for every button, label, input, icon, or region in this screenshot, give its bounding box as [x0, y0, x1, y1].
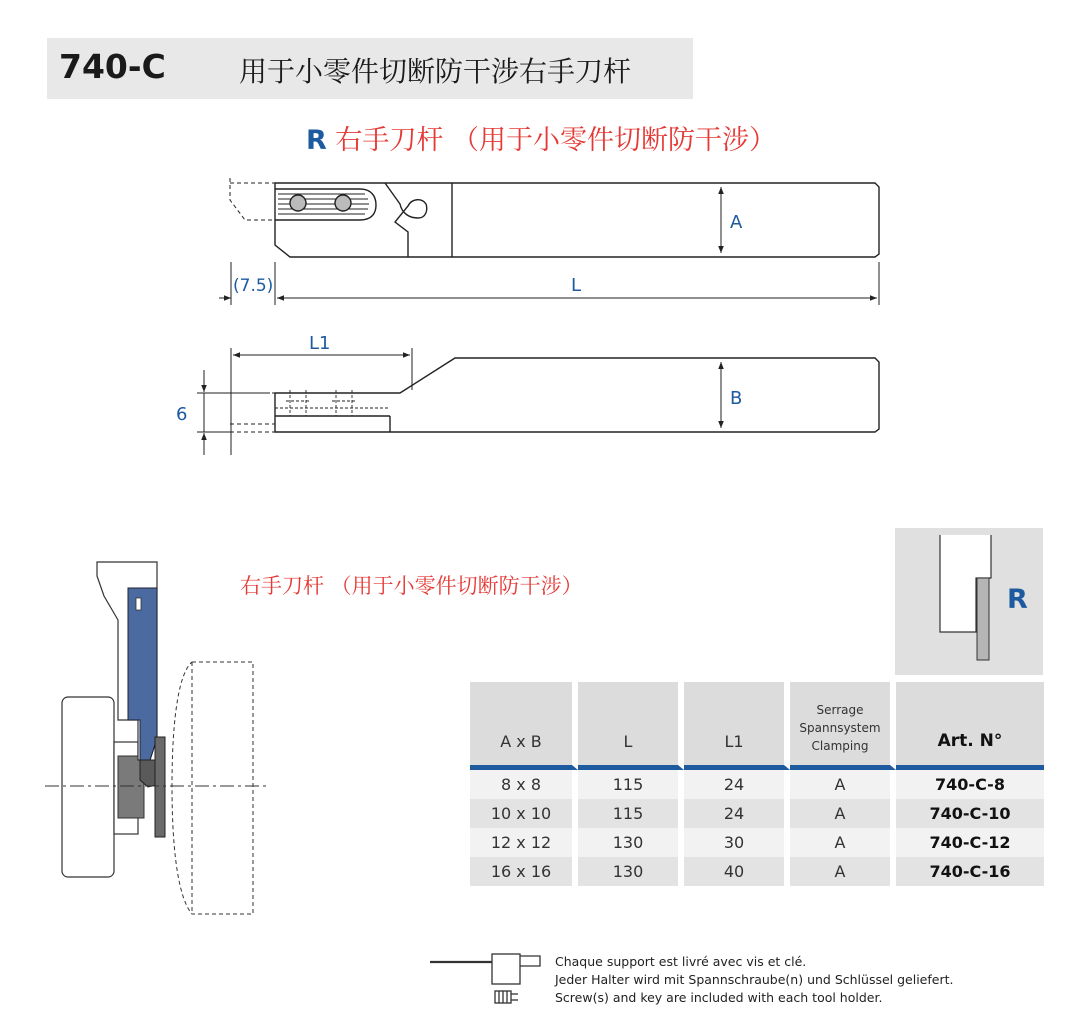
- col-header-l1: L1: [684, 682, 790, 770]
- spec-table: [470, 682, 1044, 886]
- clamp-header-en: Clamping: [811, 739, 869, 753]
- clamp-header-de: Spannsystem: [799, 721, 881, 735]
- cell-axb: 12 x 12: [470, 828, 578, 857]
- table-row: [470, 828, 1044, 857]
- footnote-fr: Chaque support est livré avec vis et clé.: [555, 954, 807, 969]
- footnote-en: Screw(s) and key are included with each tool holder.: [555, 990, 883, 1005]
- cell-clamp: A: [790, 770, 896, 799]
- col-header-axb: A x B: [470, 682, 578, 770]
- top-view: [230, 178, 879, 257]
- cell-l: 115: [578, 770, 684, 799]
- footnote-de: Jeder Halter wird mit Spannschraube(n) und Schlüssel geliefert.: [555, 972, 954, 987]
- cell-axb: 8 x 8: [470, 770, 578, 799]
- col-header-clamping: [790, 682, 896, 770]
- table-header-row: [470, 682, 1044, 770]
- orientation-label: R: [1007, 584, 1028, 615]
- orientation-box: [895, 528, 1043, 675]
- dim-label-a: A: [730, 212, 743, 233]
- usage-illustration: [45, 562, 268, 914]
- cell-l1: 30: [684, 828, 790, 857]
- table-row: [470, 770, 1044, 799]
- table-row: [470, 799, 1044, 828]
- product-code: 740-C: [59, 47, 166, 86]
- key-screw-icon: [430, 954, 540, 1003]
- cell-art: 740-C-8: [896, 770, 1044, 799]
- cell-l1: 40: [684, 857, 790, 886]
- cell-l: 115: [578, 799, 684, 828]
- clamp-header-fr: Serrage: [816, 703, 864, 717]
- side-view: [230, 358, 879, 432]
- subtitle-text: 右手刀杆 （用于小零件切断防干涉）: [335, 125, 776, 156]
- cell-art: 740-C-12: [896, 828, 1044, 857]
- cell-art: 740-C-10: [896, 799, 1044, 828]
- dim-label-b: B: [730, 388, 743, 409]
- usage-caption: 右手刀杆 （用于小零件切断防干涉）: [240, 574, 583, 598]
- dim-label-six: 6: [176, 404, 188, 425]
- footnote: [555, 953, 953, 1007]
- cell-l1: 24: [684, 799, 790, 828]
- dim-label-l1: L1: [309, 333, 331, 354]
- product-title: 用于小零件切断防干涉右手刀杆: [239, 55, 632, 88]
- dim-label-l: L: [571, 275, 582, 296]
- cell-l1: 24: [684, 770, 790, 799]
- table-row: [470, 857, 1044, 886]
- subtitle-letter: R: [306, 125, 327, 156]
- cell-clamp: A: [790, 857, 896, 886]
- col-header-art: Art. N°: [896, 682, 1044, 770]
- cell-axb: 10 x 10: [470, 799, 578, 828]
- cell-art: 740-C-16: [896, 857, 1044, 886]
- cell-l: 130: [578, 828, 684, 857]
- dim-label-offset: (7.5): [233, 276, 274, 296]
- cell-l: 130: [578, 857, 684, 886]
- cell-clamp: A: [790, 828, 896, 857]
- col-header-l: L: [578, 682, 684, 770]
- cell-axb: 16 x 16: [470, 857, 578, 886]
- cell-clamp: A: [790, 799, 896, 828]
